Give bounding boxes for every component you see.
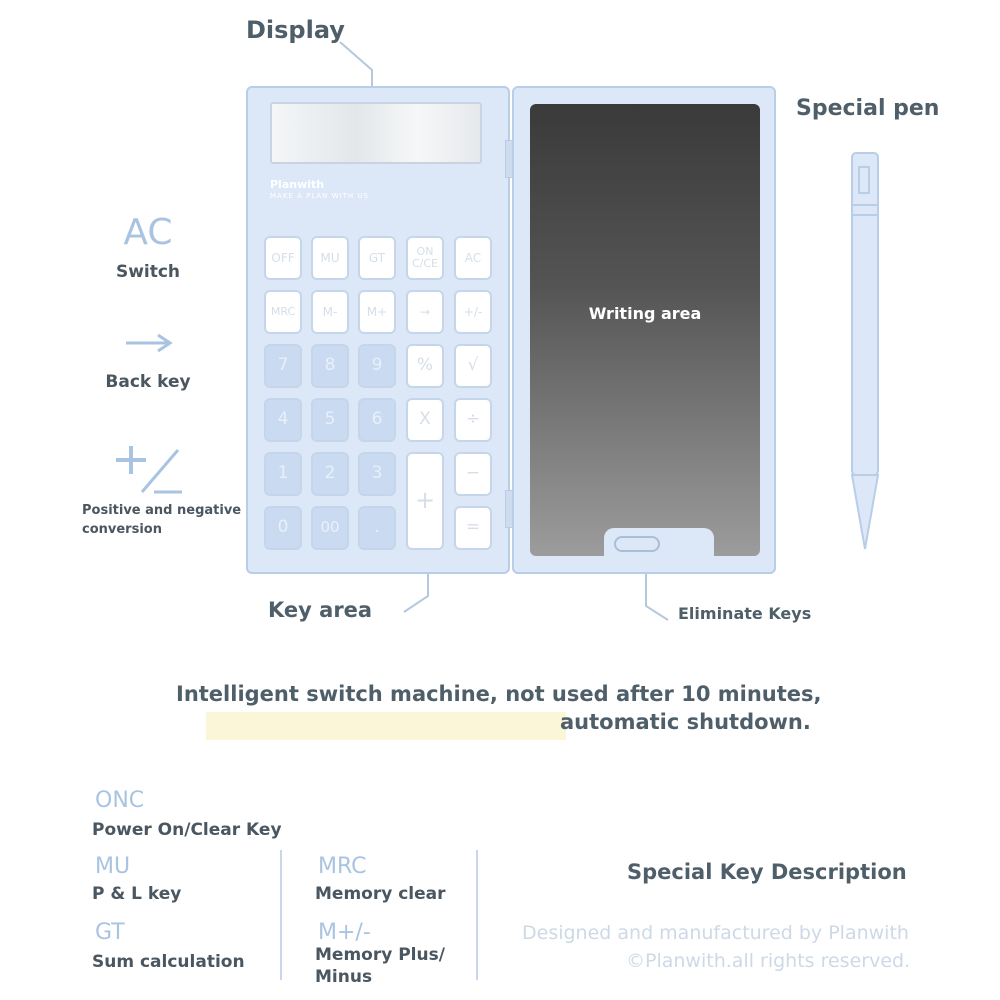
key-5[interactable]: 5 bbox=[311, 398, 349, 442]
key-equals[interactable]: = bbox=[454, 506, 492, 550]
key-9[interactable]: 9 bbox=[358, 344, 396, 388]
key-on-c-ce[interactable]: ON C/CE bbox=[406, 236, 444, 280]
key-1[interactable]: 1 bbox=[264, 452, 302, 496]
key-divide[interactable]: ÷ bbox=[454, 398, 492, 442]
key-6[interactable]: 6 bbox=[358, 398, 396, 442]
brand-logo: Planwith bbox=[270, 178, 325, 191]
key-0[interactable]: 0 bbox=[264, 506, 302, 550]
key-00[interactable]: 00 bbox=[311, 506, 349, 550]
special-key-description-title: Special Key Description bbox=[627, 860, 907, 884]
calculator-panel bbox=[246, 86, 510, 574]
credit-line1: Designed and manufactured by Planwith bbox=[522, 922, 909, 944]
m-plus-minus-code: M+/- bbox=[318, 920, 371, 945]
key-8[interactable]: 8 bbox=[311, 344, 349, 388]
notice-highlight bbox=[206, 712, 566, 740]
display-callout: Display bbox=[246, 16, 345, 44]
key-multiply[interactable]: X bbox=[406, 398, 444, 442]
auto-shutdown-notice-line1: Intelligent switch machine, not used after 10 minutes, bbox=[176, 682, 822, 706]
mrc-desc: Memory clear bbox=[315, 884, 446, 904]
writing-screen[interactable] bbox=[530, 104, 760, 556]
key-2[interactable]: 2 bbox=[311, 452, 349, 496]
gt-code: GT bbox=[95, 920, 125, 945]
key-plus-minus[interactable]: +/- bbox=[454, 290, 492, 334]
eliminate-keys-callout: Eliminate Keys bbox=[678, 604, 812, 623]
back-arrow-icon bbox=[124, 332, 174, 354]
legend-divider-2 bbox=[476, 850, 478, 980]
key-percent[interactable]: % bbox=[406, 344, 444, 388]
credit-line2: ©Planwith.all rights reserved. bbox=[626, 950, 911, 972]
back-key-label: Back key bbox=[105, 372, 191, 392]
key-gt[interactable]: GT bbox=[358, 236, 396, 280]
auto-shutdown-notice-line2: automatic shutdown. bbox=[560, 710, 811, 734]
key-minus[interactable]: − bbox=[454, 452, 492, 496]
key-mu[interactable]: MU bbox=[311, 236, 349, 280]
plus-minus-icon bbox=[112, 442, 184, 496]
lcd-display bbox=[270, 102, 482, 164]
key-3[interactable]: 3 bbox=[358, 452, 396, 496]
special-pen-callout: Special pen bbox=[796, 96, 940, 121]
mrc-code: MRC bbox=[318, 854, 367, 879]
key-plus[interactable]: + bbox=[406, 452, 444, 550]
legend-divider-1 bbox=[280, 850, 282, 980]
mu-desc: P & L key bbox=[92, 884, 182, 904]
key-4[interactable]: 4 bbox=[264, 398, 302, 442]
stylus-pen-icon bbox=[840, 145, 890, 557]
writing-area-label: Writing area bbox=[588, 304, 702, 323]
key-area-callout: Key area bbox=[268, 598, 373, 622]
onc-code: ONC bbox=[95, 788, 145, 813]
key-decimal[interactable]: . bbox=[358, 506, 396, 550]
key-back-arrow[interactable]: → bbox=[406, 290, 444, 334]
onc-desc: Power On/Clear Key bbox=[92, 820, 282, 840]
writing-tablet-panel bbox=[512, 86, 776, 574]
plus-minus-label: Positive and negative conversion bbox=[82, 503, 242, 537]
brand-tagline: MAKE A PLAN WITH US bbox=[270, 192, 369, 200]
mu-code: MU bbox=[95, 854, 131, 879]
gt-desc: Sum calculation bbox=[92, 952, 245, 972]
key-m-minus[interactable]: M- bbox=[311, 290, 349, 334]
key-7[interactable]: 7 bbox=[264, 344, 302, 388]
key-sqrt[interactable]: √ bbox=[454, 344, 492, 388]
key-m-plus[interactable]: M+ bbox=[358, 290, 396, 334]
key-ac[interactable]: AC bbox=[454, 236, 492, 280]
m-plus-minus-desc: Memory Plus/ Minus bbox=[315, 945, 445, 988]
key-mrc[interactable]: MRC bbox=[264, 290, 302, 334]
switch-label: Switch bbox=[115, 262, 181, 282]
ac-glyph: AC bbox=[123, 212, 173, 253]
key-off[interactable]: OFF bbox=[264, 236, 302, 280]
eliminate-button[interactable] bbox=[614, 536, 660, 552]
